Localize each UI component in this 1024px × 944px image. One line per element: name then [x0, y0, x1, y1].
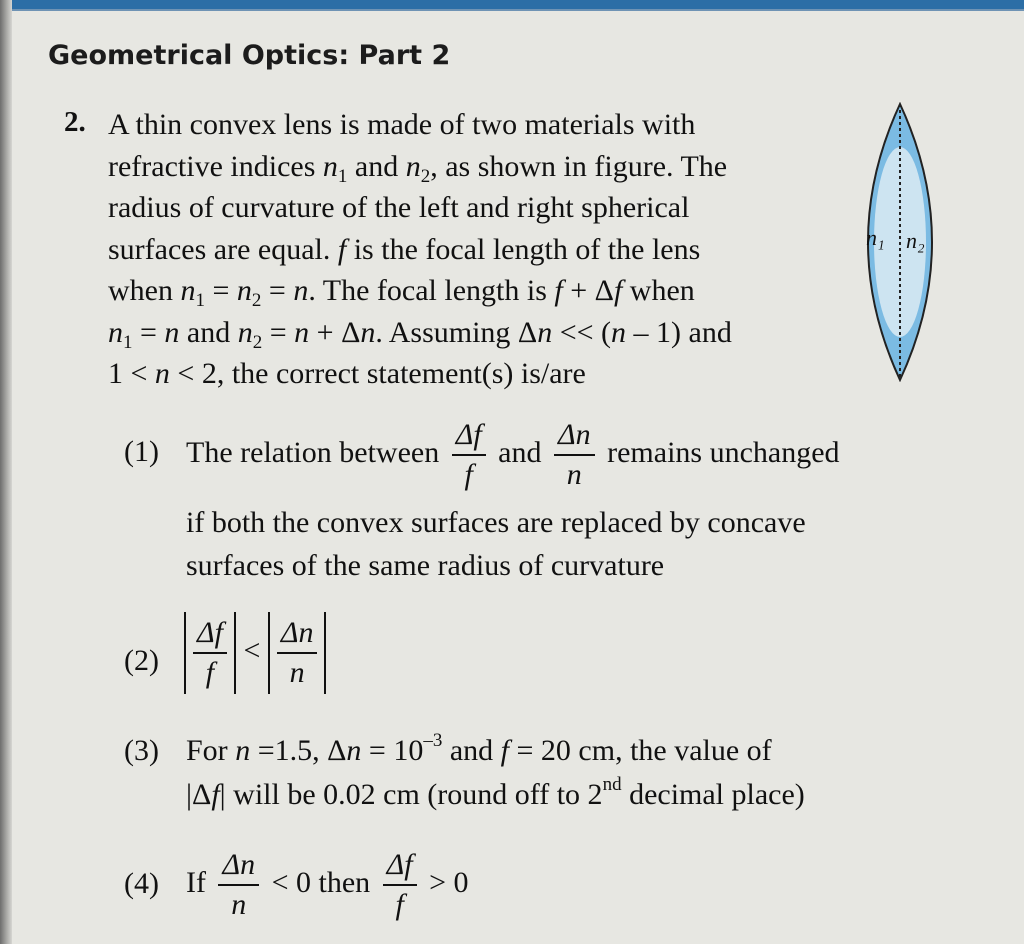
top-rule	[0, 9, 1024, 11]
option-4-expression: If $\frac{\Delta n}{n}$ < 0 then $\frac{\Delta f}{f}$ > 0	[186, 848, 469, 921]
book-spine-shadow	[0, 0, 12, 944]
lens-label-n1: n₁	[866, 225, 885, 250]
lens-label-n2: n₂	[906, 228, 925, 253]
option-1-line: surfaces of the same radius of curvature	[186, 549, 665, 582]
stem-line: refractive indices $n_1$ and $n_2$, as shown in figure. The	[108, 149, 728, 187]
option-1-line: The relation between $\frac{\Delta f}{f}$ and $\frac{\Delta n}{n}$ remains unchanged	[186, 418, 840, 491]
question-number: 2.	[64, 106, 86, 138]
option-2-label: (2)	[124, 644, 159, 677]
question-stem	[108, 104, 833, 395]
option-2-expression: $\frac{\Delta f}{f}$ < $\frac{\Delta n}{n}$	[184, 612, 326, 694]
stem-line: 1 < n < 2, the correct statement(s) is/are	[108, 357, 586, 390]
option-1-label: (1)	[124, 435, 159, 468]
option-3-line: For n =1.5, $\Delta n = 10^{-3}$ and f = 20 cm, the value of	[186, 730, 772, 767]
option-3-line: |Δf| will be 0.02 cm (round off to 2nd decimal place)	[186, 774, 805, 811]
stem-line: radius of curvature of the left and right spherical	[108, 191, 690, 224]
stem-line: $n_1 = n$ and $n_2 = n + \Delta n$. Assuming Δn << (n – 1) and	[108, 315, 732, 353]
top-color-band	[0, 0, 1024, 9]
lens-figure	[850, 102, 950, 382]
stem-line: surfaces are equal. f is the focal length of the lens	[108, 232, 701, 266]
option-3-label: (3)	[124, 734, 159, 767]
stem-line: A thin convex lens is made of two materials with	[108, 108, 696, 141]
stem-line: when $n_1 = n_2 = n$. The focal length is f + Δf when	[108, 274, 695, 311]
chapter-heading: Geometrical Optics: Part 2	[48, 40, 451, 71]
option-4-label: (4)	[124, 867, 159, 900]
option-1-line: if both the convex surfaces are replaced by concave	[186, 506, 806, 539]
